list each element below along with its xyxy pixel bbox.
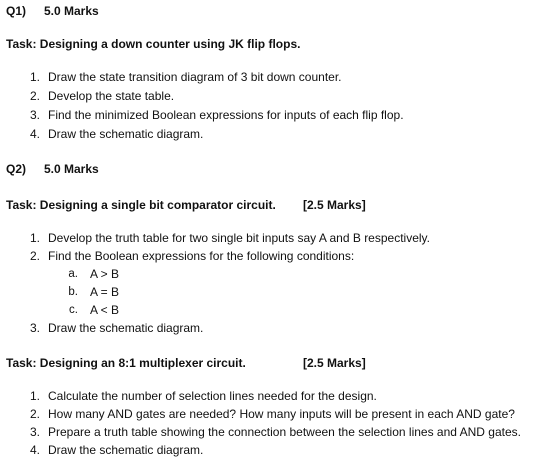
q2-task2-marks: [2.5 Marks] <box>303 356 366 370</box>
q2-task1-title: Task: Designing a single bit comparator circuit. <box>6 198 276 212</box>
q1-item-3-text: Find the minimized Boolean expressions for inputs of each flip flop. <box>48 108 404 122</box>
q2-task1-item-2-text: Find the Boolean expressions for the following conditions: <box>48 249 355 263</box>
q2-task1-subitem-b-text: A = B <box>90 285 120 299</box>
q2-task2-item-4-num: 4. <box>29 443 40 457</box>
q2-task2-item-3-text: Prepare a truth table showing the connection between the selection lines and AND gates. <box>48 425 521 439</box>
q1-item-2-text: Develop the state table. <box>48 89 175 103</box>
q1-item-4-text: Draw the schematic diagram. <box>48 127 204 141</box>
q2-task1-subitem-c-num: c. <box>69 304 78 316</box>
q2-task2-item-1-text: Calculate the number of selection lines needed for the design. <box>48 389 377 403</box>
q2-task1-marks: [2.5 Marks] <box>303 198 366 212</box>
q1-task-title: Task: Designing a down counter using JK flip flops. <box>6 37 301 51</box>
q2-task1-item-3-num: 3. <box>29 321 40 335</box>
q1-item-3-num: 3. <box>29 108 40 122</box>
q2-task2-item-2-text: How many AND gates are needed? How many inputs will be present in each AND gate? <box>48 407 515 421</box>
q2-task1-item-1-text: Develop the truth table for two single bit inputs say A and B respectively. <box>48 231 430 245</box>
q2-task1-item-2-num: 2. <box>29 249 40 263</box>
q1-item-1-num: 1. <box>29 70 40 84</box>
q2-task1-subitem-c-text: A < B <box>90 303 120 317</box>
q1-item-2-num: 2. <box>29 89 40 103</box>
q2-label: Q2) <box>6 162 27 176</box>
q2-task1-subitem-a-num: a. <box>68 268 78 280</box>
q2-task2-item-3-num: 3. <box>29 425 40 439</box>
q2-task2-title: Task: Designing an 8:1 multiplexer circuit. <box>6 356 246 370</box>
q1-item-4-num: 4. <box>29 127 40 141</box>
q1-label: Q1) <box>6 4 27 18</box>
q2-marks: 5.0 Marks <box>44 162 99 176</box>
q1-item-1-text: Draw the state transition diagram of 3 bit down counter. <box>48 70 342 84</box>
q1-marks: 5.0 Marks <box>44 4 99 18</box>
q2-task1-subitem-a-text: A > B <box>90 267 120 281</box>
q2-task1-item-3-text: Draw the schematic diagram. <box>48 321 204 335</box>
q2-task1-subitem-b-num: b. <box>68 286 78 298</box>
q2-task1-item-1-num: 1. <box>29 231 40 245</box>
q2-task2-item-2-num: 2. <box>29 407 40 421</box>
q2-task2-item-4-text: Draw the schematic diagram. <box>48 443 204 457</box>
q2-task2-item-1-num: 1. <box>29 389 40 403</box>
